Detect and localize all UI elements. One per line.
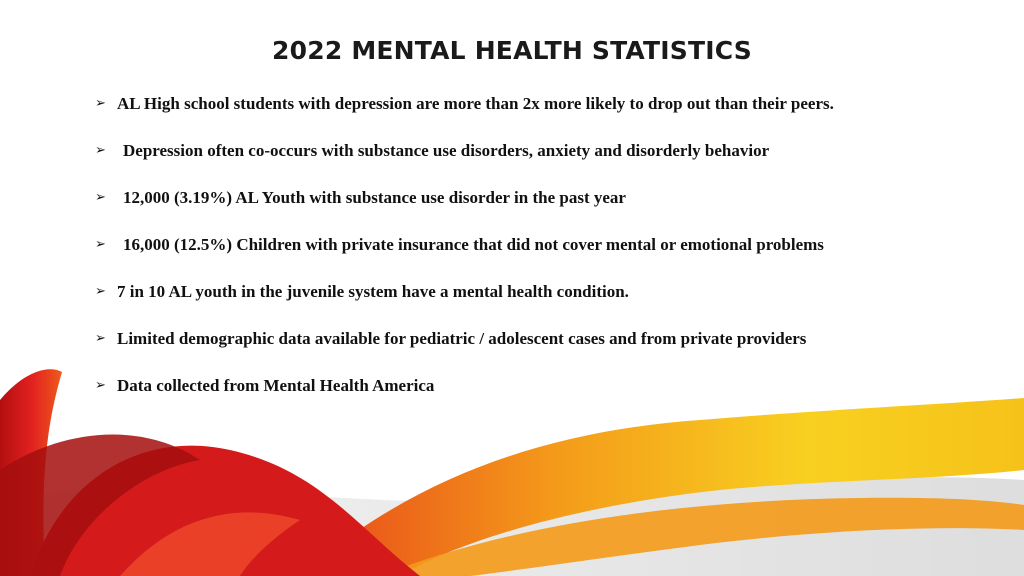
bullet-item [95, 226, 995, 263]
bullet-text: 12,000 (3.19%) AL Youth with substance use disorder in the past year [123, 188, 626, 207]
bullet-text: 16,000 (12.5%) Children with private insurance that did not cover mental or emotional problems [123, 235, 824, 254]
arrowhead-bullet-icon: ➢ [95, 96, 106, 111]
bullet-text: Data collected from Mental Health America [117, 376, 435, 395]
bullet-item [95, 179, 995, 216]
bullet-item [95, 132, 995, 169]
bullet-list [95, 85, 995, 414]
bullet-item [95, 273, 995, 310]
arrowhead-bullet-icon: ➢ [95, 331, 106, 346]
arrowhead-bullet-icon: ➢ [95, 143, 106, 158]
arrowhead-bullet-icon: ➢ [95, 237, 106, 252]
arrowhead-bullet-icon: ➢ [95, 378, 106, 393]
bullet-item [95, 320, 995, 357]
arrowhead-bullet-icon: ➢ [95, 284, 106, 299]
bullet-text: 7 in 10 AL youth in the juvenile system have a mental health condition. [117, 282, 629, 301]
bullet-text: Depression often co-occurs with substance use disorders, anxiety and disorderly behavior [123, 141, 770, 160]
bullet-item [95, 85, 995, 122]
arrowhead-bullet-icon: ➢ [95, 190, 106, 205]
bullet-text: Limited demographic data available for pediatric / adolescent cases and from private providers [117, 329, 807, 348]
slide-title: 2022 MENTAL HEALTH STATISTICS [272, 36, 752, 65]
bullet-item [95, 367, 995, 404]
bullet-text: AL High school students with depression are more than 2x more likely to drop out than their peers. [117, 94, 834, 113]
